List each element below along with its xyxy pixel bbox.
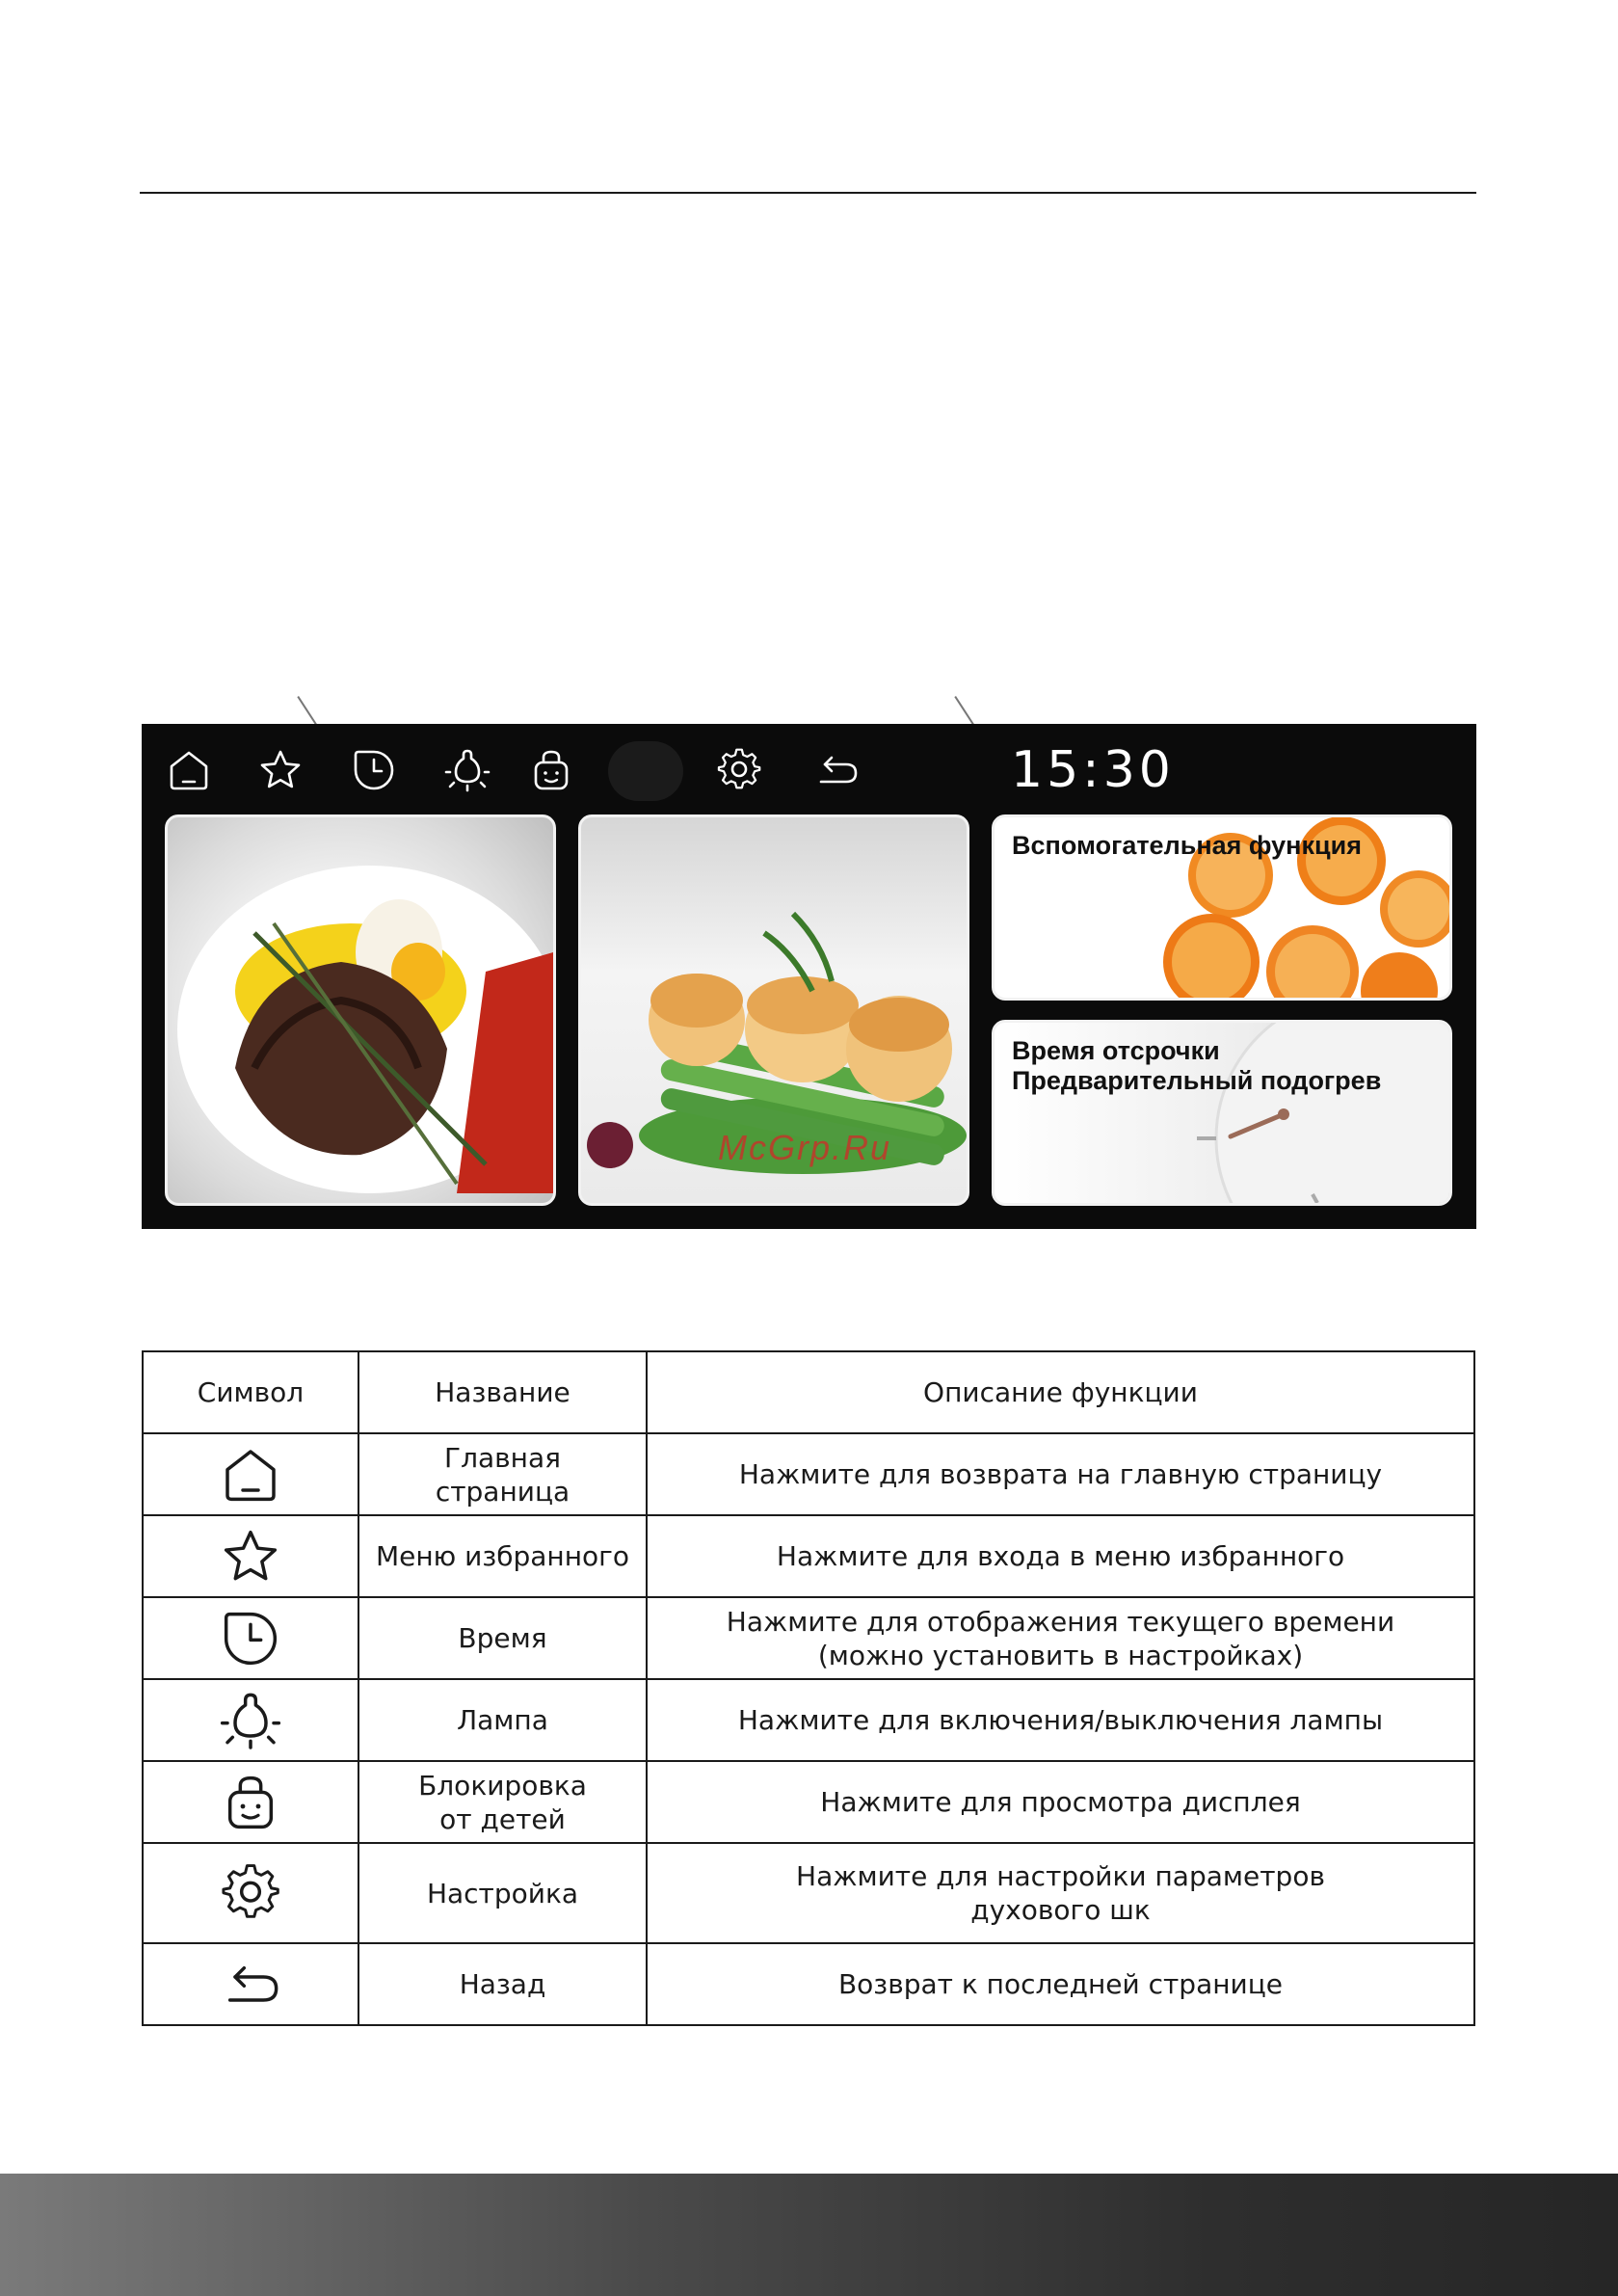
functions-table [142, 1350, 1475, 2026]
settings-icon [220, 1862, 281, 1924]
name-cell: Главная страница [358, 1433, 647, 1515]
name-cell: Время [358, 1597, 647, 1679]
symbol-cell [143, 1761, 358, 1843]
description-cell: Нажмите для включения/выключения лампы [647, 1679, 1474, 1761]
symbol-cell [143, 1515, 358, 1597]
home-icon[interactable] [166, 747, 212, 793]
table-row [143, 1597, 1474, 1679]
name-cell: Лампа [358, 1679, 647, 1761]
table-row [143, 1761, 1474, 1843]
table-row [143, 1433, 1474, 1515]
top-divider [140, 192, 1476, 194]
back-icon[interactable] [809, 747, 864, 793]
name-cell: Меню избранного [358, 1515, 647, 1597]
display-indicator-pill [608, 741, 683, 801]
footer-band [0, 2174, 1618, 2296]
delay-start-label: Время отсрочки [1012, 1036, 1220, 1065]
table-header-row [143, 1351, 1474, 1433]
recipe-tile-steak[interactable] [165, 814, 556, 1206]
symbol-cell [143, 1679, 358, 1761]
symbol-cell [143, 1597, 358, 1679]
symbol-cell [143, 1433, 358, 1515]
name-cell: Настройка [358, 1843, 647, 1943]
clock-readout: 15:30 [1011, 741, 1175, 799]
name-cell: Назад [358, 1943, 647, 2025]
table-row [143, 1943, 1474, 2025]
child-lock-icon [220, 1772, 281, 1833]
clock-icon [220, 1608, 281, 1669]
symbol-cell [143, 1943, 358, 2025]
preheat-label: Предварительный подогрев [1012, 1066, 1382, 1095]
watermark: McGrp.Ru [718, 1128, 892, 1167]
lamp-icon[interactable] [444, 747, 491, 793]
delay-preheat-tile[interactable] [992, 1020, 1452, 1206]
settings-icon[interactable] [716, 747, 762, 793]
table-row [143, 1843, 1474, 1943]
table-row [143, 1515, 1474, 1597]
description-cell: Нажмите для входа в меню избранного [647, 1515, 1474, 1597]
description-cell: Возврат к последней странице [647, 1943, 1474, 2025]
star-icon [220, 1526, 281, 1588]
display-top-bar [142, 724, 1476, 814]
header-description: Описание функции [647, 1351, 1474, 1433]
description-cell: Нажмите для просмотра дисплея [647, 1761, 1474, 1843]
name-cell: Блокировка от детей [358, 1761, 647, 1843]
child-lock-icon[interactable] [528, 747, 574, 793]
description-cell: Нажмите для отображения текущего времени (можно установить в настройках) [647, 1597, 1474, 1679]
star-icon[interactable] [257, 747, 304, 793]
home-icon [220, 1444, 281, 1506]
header-name: Название [358, 1351, 647, 1433]
header-symbol: Символ [143, 1351, 358, 1433]
table-row [143, 1679, 1474, 1761]
back-icon [220, 1954, 281, 2016]
description-cell: Нажмите для возврата на главную страницу [647, 1433, 1474, 1515]
lamp-icon [220, 1690, 281, 1751]
symbol-cell [143, 1843, 358, 1943]
description-cell: Нажмите для настройки параметров духового шк [647, 1843, 1474, 1943]
steak-image [168, 817, 553, 1203]
clock-icon[interactable] [351, 747, 397, 793]
auxiliary-function-tile[interactable] [992, 814, 1452, 1001]
auxiliary-function-label: Вспомогательная функция [1012, 831, 1362, 860]
